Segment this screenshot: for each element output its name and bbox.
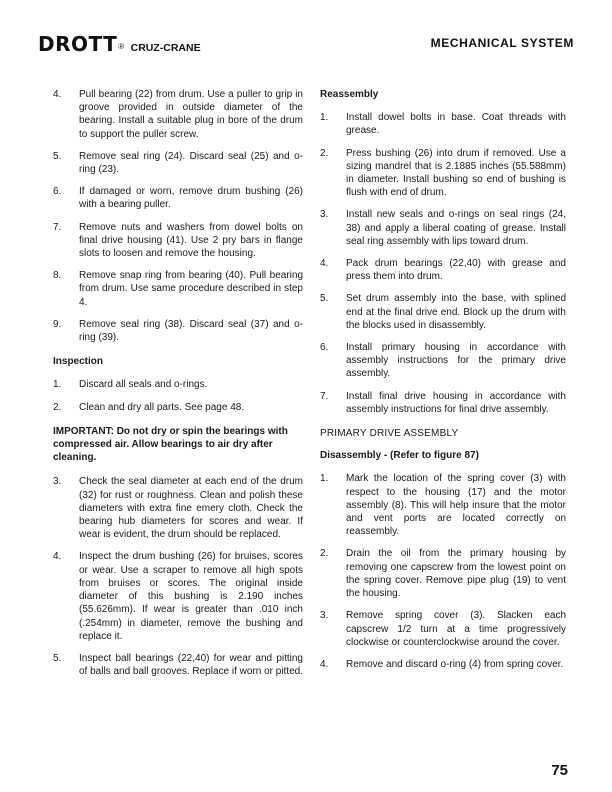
item-number: 3. xyxy=(53,476,62,488)
item-number: 4. xyxy=(53,551,62,563)
item-number: 4. xyxy=(320,658,329,670)
list-item xyxy=(320,658,566,671)
item-text: Inspect the drum bushing (26) for bruises, scores or wear. Use a scraper to remove all high spots from bruises or scores. The original inside diameter of this bushing is 2.190 inches (55.626mm). If wear is greater than .010 inch (.254mm) in diameter, remove the bushing and replace it. xyxy=(79,551,303,642)
page-number: 75 xyxy=(551,762,568,779)
item-number: 6. xyxy=(53,186,62,198)
list-item xyxy=(320,257,566,283)
sub-brand: CRUZ-CRANE xyxy=(130,42,201,54)
item-number: 5. xyxy=(53,150,62,162)
item-text: Drain the oil from the primary housing by removing one capscrew from the lowest point on the spring cover. Remove pipe plug (19) to vent the housing. xyxy=(346,548,566,600)
item-number: 5. xyxy=(53,652,62,664)
item-number: 6. xyxy=(320,342,329,354)
item-text: Pack drum bearings (22,40) with grease and press them into drum. xyxy=(346,258,566,283)
item-text: Remove and discard o-ring (4) from spring cover. xyxy=(346,658,564,670)
list-item xyxy=(53,185,303,211)
list-item xyxy=(320,292,566,332)
list-item xyxy=(320,472,566,538)
item-text: Install final drive housing in accordance with assembly instructions for final drive assembly. xyxy=(346,390,566,415)
item-number: 4. xyxy=(53,89,62,100)
list-item xyxy=(53,401,303,414)
item-number: 2. xyxy=(53,401,62,413)
item-text: Remove seal ring (24). Discard seal (25) and o-ring (23). xyxy=(79,150,303,176)
item-number: 2. xyxy=(320,147,329,159)
item-text: Clean and dry all parts. See page 48. xyxy=(79,401,245,413)
section-title: MECHANICAL SYSTEM xyxy=(430,36,574,50)
important-note: IMPORTANT: Do not dry or spin the bearings with compressed air. Allow bearings to air dry after cleaning. xyxy=(53,425,288,464)
item-text: Check the seal diameter at each end of the drum (32) for rust or roughness. Clean and polish these diameters with extra fine emery cloth. Check the bearing hub diameters for scores and wear. If wear is evident, the drum should be replaced. xyxy=(79,476,303,541)
list-item xyxy=(53,150,303,176)
list-item xyxy=(53,318,303,344)
item-text: If damaged or worn, remove drum bushing (26) with a bearing puller. xyxy=(79,186,303,211)
list-item xyxy=(53,378,303,391)
item-number: 8. xyxy=(53,270,62,282)
list-item xyxy=(320,341,566,381)
list-item xyxy=(53,652,303,678)
list-item xyxy=(53,221,303,261)
right-column xyxy=(320,88,566,671)
item-text: Set drum assembly into the base, with splined end at the final drive end. Block up the drum with the blocks used in disassembly. xyxy=(346,293,566,331)
item-text: Install primary housing in accordance with assembly instructions for the primary drive assembly. xyxy=(346,342,566,380)
page-header xyxy=(38,32,574,54)
disassembly-heading: Disassembly - (Refer to figure 87) xyxy=(320,450,479,462)
list-item xyxy=(320,390,566,416)
item-number: 5. xyxy=(320,293,329,305)
item-number: 2. xyxy=(320,548,329,560)
item-text: Remove spring cover (3). Slacken each capscrew 1/2 turn at a time progressively clockwise or counterclockwise around the cover. xyxy=(346,610,566,648)
brand xyxy=(38,32,201,56)
item-text: Inspect ball bearings (22,40) for wear and pitting of balls and ball grooves. Replace if worn or pitted. xyxy=(79,652,304,678)
drott-logo: DROTT xyxy=(38,32,118,56)
list-item xyxy=(53,269,303,309)
list-item xyxy=(320,208,566,248)
item-text: Install new seals and o-rings on seal rings (24, 38) and apply a liberal coating of grease. Install seal ring assembly with lips toward drum. xyxy=(346,209,566,247)
list-item xyxy=(53,475,303,541)
list-item xyxy=(320,147,566,200)
list-item xyxy=(53,88,303,141)
item-number: 4. xyxy=(320,258,329,270)
item-number: 1. xyxy=(53,379,62,391)
item-number: 3. xyxy=(320,209,329,221)
list-item xyxy=(320,111,566,137)
list-item xyxy=(53,550,303,642)
item-text: Install dowel bolts in base. Coat threads with grease. xyxy=(346,112,566,137)
item-text: Pull bearing (22) from drum. Use a puller to grip in groove provided in outside diameter of the bearing. Install a suitable plug in bore of the drum to support the puller screw. xyxy=(79,89,303,140)
item-number: 1. xyxy=(320,112,329,124)
item-text: Press bushing (26) into drum if removed. Use a sizing mandrel that is 2.1885 inches (55.588mm) in diameter. Install bushing so end of bushing is flush with end of drum. xyxy=(346,147,566,199)
inspection-heading: Inspection xyxy=(53,356,104,368)
item-text: Remove seal ring (38). Discard seal (37) and o-ring (39). xyxy=(79,318,303,344)
item-text: Remove snap ring from bearing (40). Pull bearing from drum. Use same procedure described in step 4. xyxy=(79,270,303,308)
item-number: 1. xyxy=(320,473,329,485)
primary-drive-heading: PRIMARY DRIVE ASSEMBLY xyxy=(320,428,459,440)
item-number: 3. xyxy=(320,610,329,622)
item-text: Mark the location of the spring cover (3) with respect to the housing (17) and the motor assembly (8). This will help insure that the motor and vent ports are located correctly on reassembly. xyxy=(346,473,566,538)
item-number: 9. xyxy=(53,318,62,330)
list-item xyxy=(320,609,566,649)
left-column xyxy=(53,88,303,678)
item-number: 7. xyxy=(320,390,329,402)
item-number: 7. xyxy=(53,221,62,233)
registered-mark: ® xyxy=(118,42,125,51)
item-text: Remove nuts and washers from dowel bolts on final drive housing (41). Use 2 pry bars in flange slots to loosen and remove the housing. xyxy=(79,221,303,260)
reassembly-heading: Reassembly xyxy=(320,89,379,100)
item-text: Discard all seals and o-rings. xyxy=(79,379,208,391)
list-item xyxy=(320,547,566,600)
